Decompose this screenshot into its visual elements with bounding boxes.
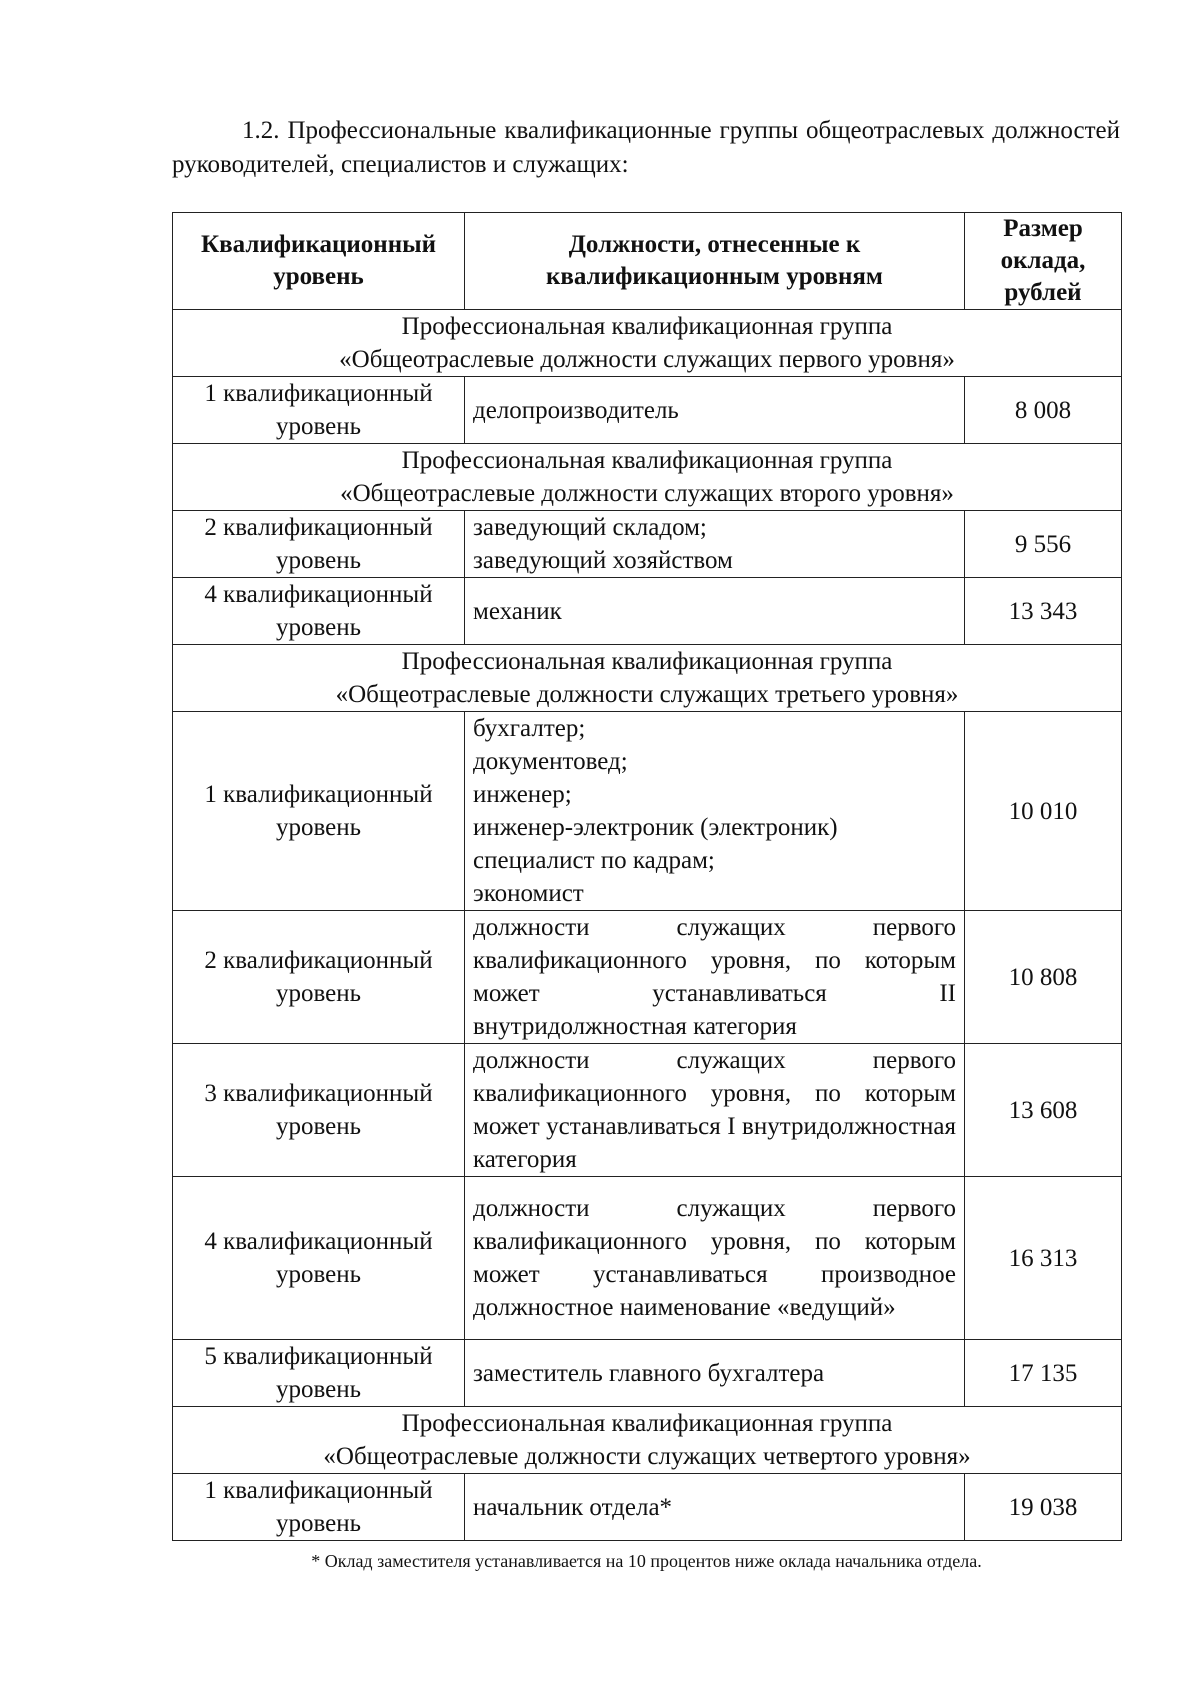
position-item: механик bbox=[473, 597, 562, 625]
table-header-row bbox=[173, 213, 1122, 310]
position-item: инженер; bbox=[473, 781, 572, 808]
group-title-line1: Профессиональная квалификационная группа bbox=[401, 313, 893, 340]
intro-text: 1.2. Профессиональные квалификационные группы общеотраслевых должностей руководителей, специалистов и служащих: bbox=[172, 117, 1120, 178]
group-row bbox=[173, 444, 1122, 511]
position-item: делопроизводитель bbox=[473, 396, 679, 424]
table-row bbox=[173, 377, 1122, 444]
position-item: документовед; bbox=[473, 748, 628, 775]
position-item: экономист bbox=[473, 880, 584, 907]
table-row bbox=[173, 1044, 1122, 1177]
positions-cell bbox=[465, 511, 965, 578]
table-row bbox=[173, 1474, 1122, 1541]
position-item: специалист по кадрам; bbox=[473, 847, 715, 874]
table-row bbox=[173, 578, 1122, 645]
group-title bbox=[173, 444, 1122, 511]
positions-cell bbox=[465, 1340, 965, 1407]
level-cell: 1 квалификационный уровень bbox=[173, 1474, 465, 1541]
level-cell: 2 квалификационный уровень bbox=[173, 511, 465, 578]
intro-paragraph bbox=[172, 114, 1120, 182]
header-positions: Должности, отнесенные к квалификационным уровням bbox=[465, 213, 965, 310]
position-item: начальник отдела* bbox=[473, 1493, 673, 1521]
level-cell: 3 квалификационный уровень bbox=[173, 1044, 465, 1177]
header-salary: Размер оклада, рублей bbox=[965, 213, 1122, 310]
group-row bbox=[173, 310, 1122, 377]
positions-cell bbox=[465, 578, 965, 645]
salary-cell: 10 808 bbox=[965, 911, 1122, 1044]
position-item: бухгалтер; bbox=[473, 715, 586, 742]
header-level: Квалификационный уровень bbox=[173, 213, 465, 310]
level-cell: 5 квалификационный уровень bbox=[173, 1340, 465, 1407]
table-row bbox=[173, 712, 1122, 911]
table-row bbox=[173, 1340, 1122, 1407]
group-row bbox=[173, 645, 1122, 712]
group-title-line2: «Общеотраслевые должности служащих первого уровня» bbox=[339, 346, 955, 373]
group-title-line2: «Общеотраслевые должности служащих второго уровня» bbox=[340, 480, 954, 507]
salary-cell: 17 135 bbox=[965, 1340, 1122, 1407]
group-title-line1: Профессиональная квалификационная группа bbox=[401, 447, 893, 474]
level-cell: 1 квалификационный уровень bbox=[173, 377, 465, 444]
position-item: заведующий хозяйством bbox=[473, 547, 733, 574]
positions-cell: должности служащих первого квалификационного уровня, по которым может устанавливаться производное должностное наименование «ведущий» bbox=[465, 1177, 965, 1340]
positions-cell bbox=[465, 712, 965, 911]
group-title-line1: Профессиональная квалификационная группа bbox=[401, 1410, 893, 1437]
position-item: заведующий складом; bbox=[473, 514, 707, 541]
level-cell: 2 квалификационный уровень bbox=[173, 911, 465, 1044]
group-title bbox=[173, 645, 1122, 712]
table-row bbox=[173, 511, 1122, 578]
salary-cell: 10 010 bbox=[965, 712, 1122, 911]
position-item: заместитель главного бухгалтера bbox=[473, 1359, 825, 1387]
footnote: * Оклад заместителя устанавливается на 10 процентов ниже оклада начальника отдела. bbox=[311, 1551, 982, 1571]
level-cell: 4 квалификационный уровень bbox=[173, 1177, 465, 1340]
positions-cell: должности служащих первого квалификационного уровня, по которым может устанавливаться I внутридолжностная категория bbox=[465, 1044, 965, 1177]
salary-cell: 13 608 bbox=[965, 1044, 1122, 1177]
level-cell: 1 квалификационный уровень bbox=[173, 712, 465, 911]
group-title-line2: «Общеотраслевые должности служащих четвертого уровня» bbox=[323, 1443, 971, 1470]
positions-cell: должности служащих первого квалификационного уровня, по которым может устанавливаться II внутридолжностная категория bbox=[465, 911, 965, 1044]
group-title bbox=[173, 1407, 1122, 1474]
salary-table bbox=[172, 212, 1122, 1541]
table-row bbox=[173, 911, 1122, 1044]
group-title-line2: «Общеотраслевые должности служащих третьего уровня» bbox=[335, 681, 959, 708]
salary-cell: 9 556 bbox=[965, 511, 1122, 578]
salary-cell: 19 038 bbox=[965, 1474, 1122, 1541]
level-cell: 4 квалификационный уровень bbox=[173, 578, 465, 645]
salary-cell: 13 343 bbox=[965, 578, 1122, 645]
salary-cell: 16 313 bbox=[965, 1177, 1122, 1340]
group-title bbox=[173, 310, 1122, 377]
position-item: инженер-электроник (электроник) bbox=[473, 814, 838, 841]
group-row bbox=[173, 1407, 1122, 1474]
positions-cell bbox=[465, 377, 965, 444]
table-row bbox=[173, 1177, 1122, 1340]
positions-cell bbox=[465, 1474, 965, 1541]
salary-cell: 8 008 bbox=[965, 377, 1122, 444]
group-title-line1: Профессиональная квалификационная группа bbox=[401, 648, 893, 675]
